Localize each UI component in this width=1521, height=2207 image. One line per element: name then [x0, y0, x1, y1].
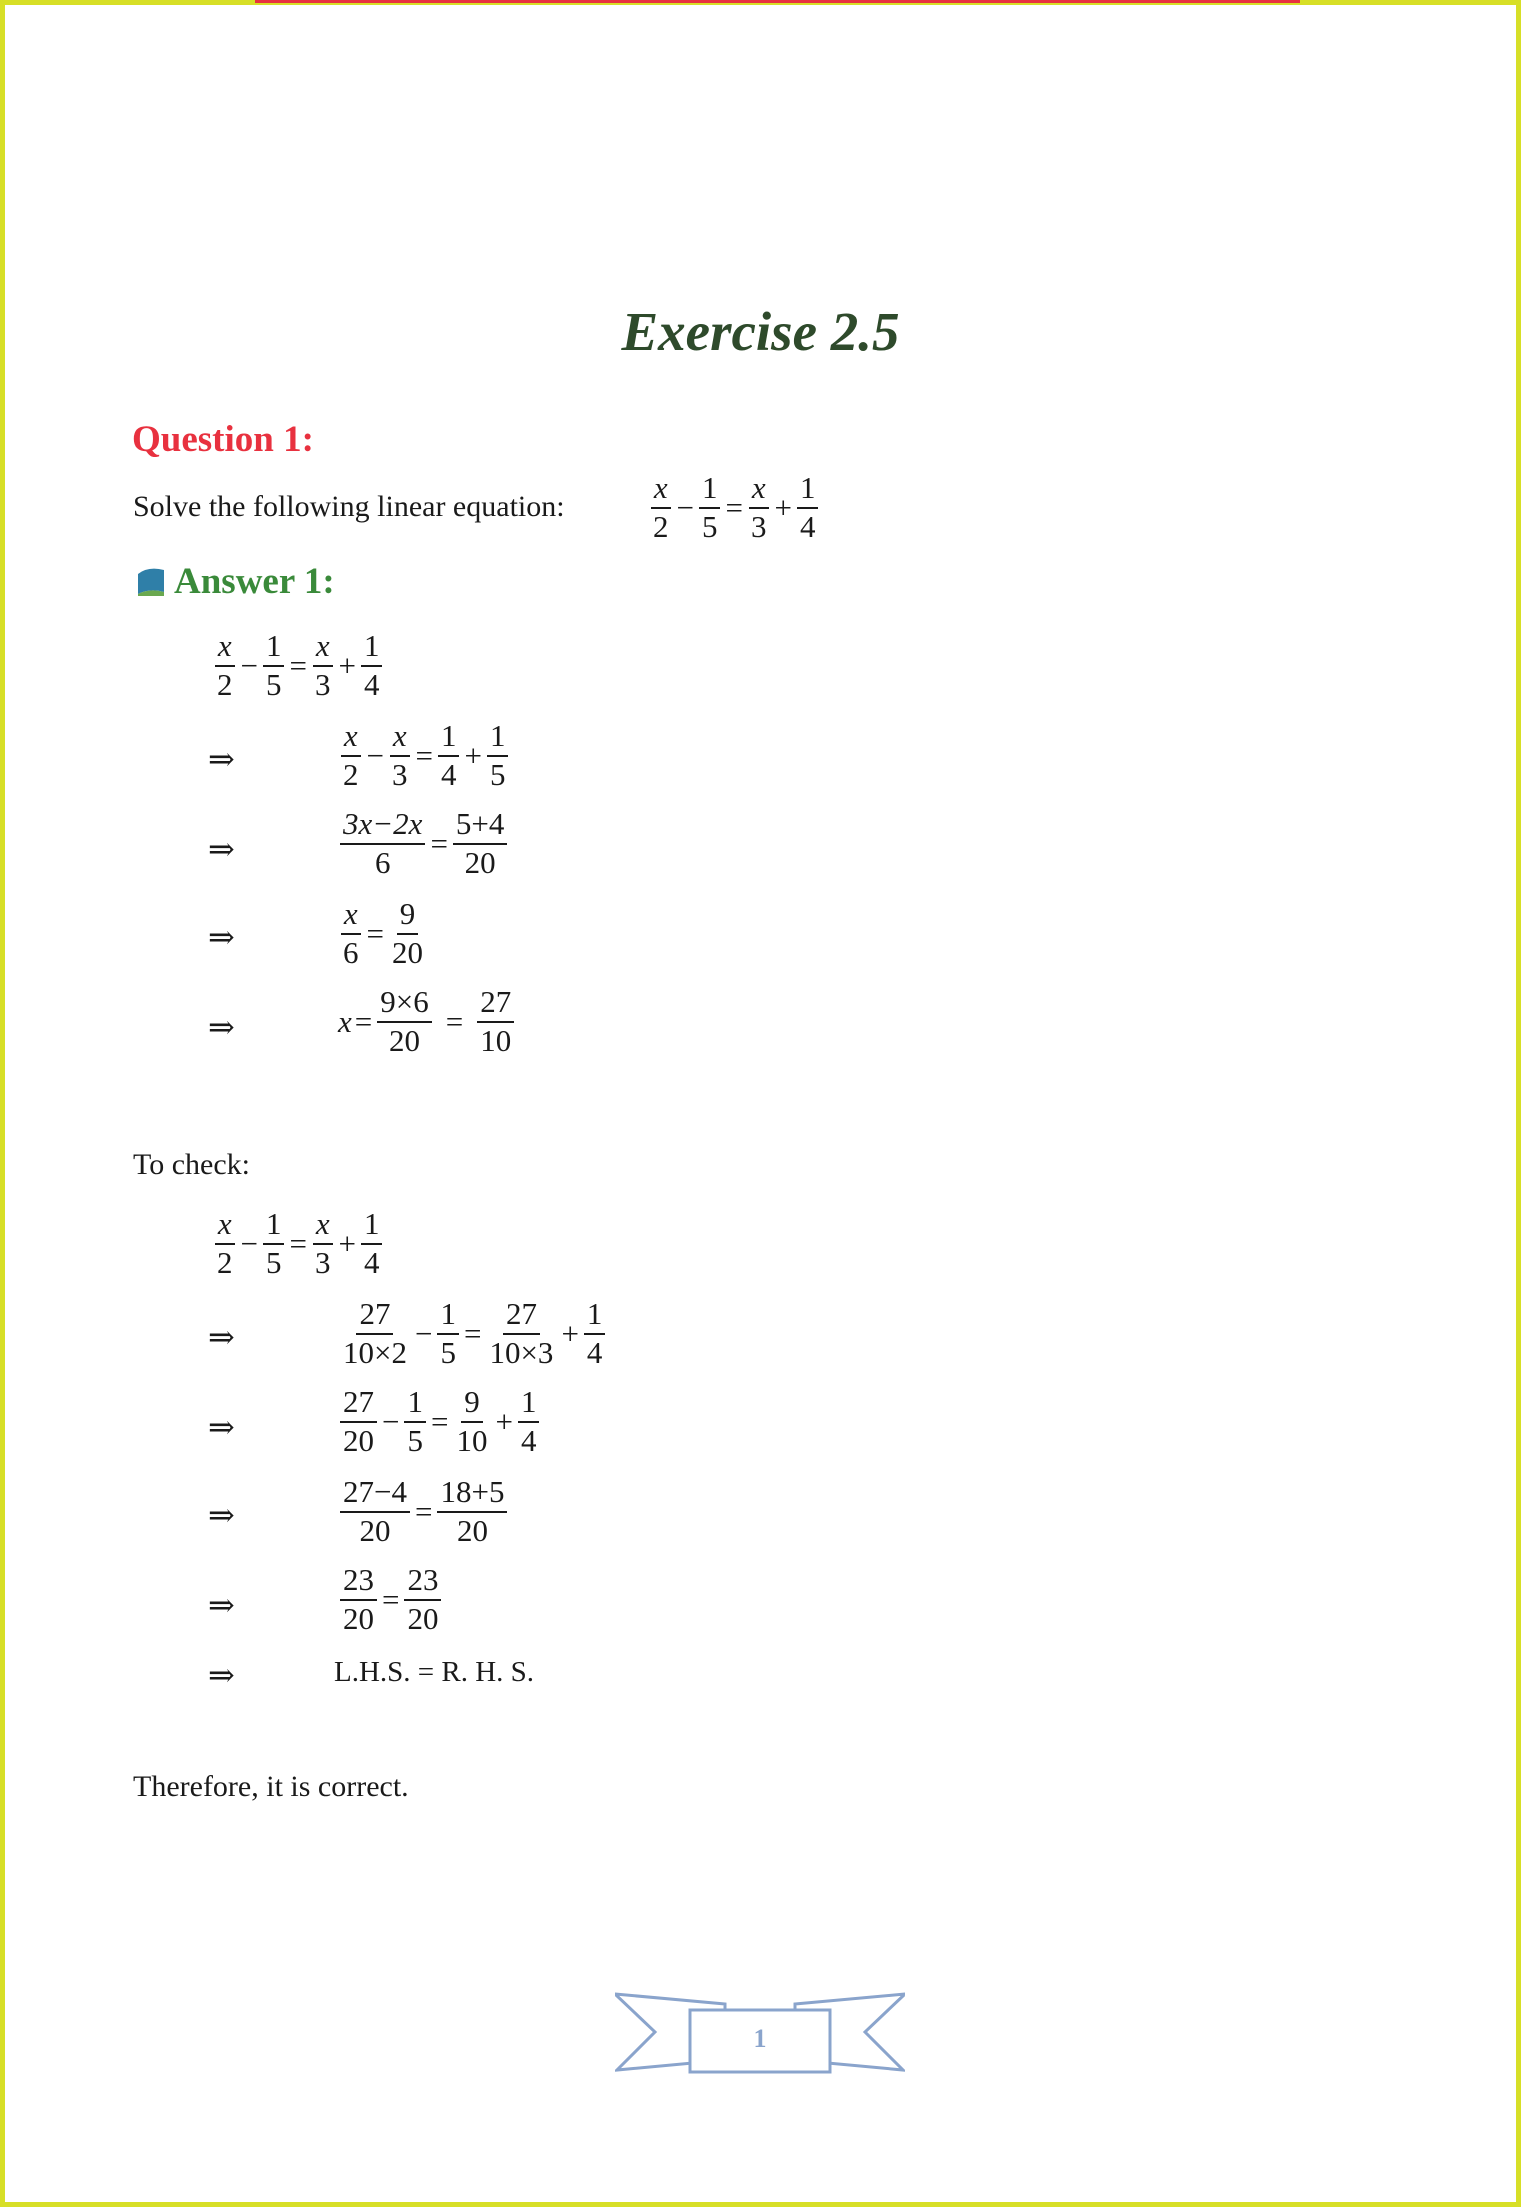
lhs-equals-rhs: L.H.S. = R. H. S. — [334, 1656, 535, 1688]
solution-step-3: $\frac{3x-2x}{6}$ = $\frac{5+4}{20}$ — [338, 808, 509, 879]
conclusion-text: Therefore, it is correct. — [133, 1770, 409, 1803]
check-step-4: $\frac{27-4}{20}$ = $\frac{18+5}{20}$ — [338, 1476, 509, 1547]
check-step-3: $\frac{27}{20}$ − $\frac{1}{5}$ = $\frac{9}{10}$ + $\frac{1}{4}$ — [338, 1386, 541, 1457]
solution-step-4: $\frac{x}{6}$ = $\frac{9}{20}$ — [338, 898, 428, 969]
implies-arrow: ⇒ — [208, 919, 235, 955]
check-label: To check: — [133, 1148, 251, 1181]
implies-arrow: ⇒ — [208, 1009, 235, 1045]
check-step-2: $\frac{27}{10\times 2}$ − $\frac{1}{5}$ = $\frac{27}{10\times 3}$ + $\frac{1}{4}$ — [338, 1298, 607, 1369]
implies-arrow: ⇒ — [208, 831, 235, 867]
question-heading: Question 1: — [132, 419, 314, 460]
solution-step-5: x = $\frac{9\times 6}{20}$ = $\frac{27}{10}$ — [338, 986, 516, 1057]
implies-arrow: ⇒ — [208, 1319, 235, 1355]
page-number: 1 — [753, 2024, 767, 2053]
page-title: Exercise 2.5 — [621, 301, 900, 362]
implies-arrow: ⇒ — [208, 1409, 235, 1445]
check-step-1: $\frac{x}{2}$ − $\frac{1}{5}$ = $\frac{x}{3}$ + $\frac{1}{4}$ — [212, 1208, 384, 1279]
question-equation: $\frac{x}{2}$ − $\frac{1}{5}$ = $\frac{x}{3}$ + $\frac{1}{4}$ — [648, 472, 820, 543]
solution-step-2: $\frac{x}{2}$ − $\frac{x}{3}$ = $\frac{1}{4}$ + $\frac{1}{5}$ — [338, 720, 510, 791]
header-rule — [255, 0, 1300, 3]
question-prompt: Solve the following linear equation: — [133, 490, 565, 523]
implies-arrow: ⇒ — [208, 1497, 235, 1533]
solution-step-1: $\frac{x}{2}$ − $\frac{1}{5}$ = $\frac{x}{3}$ + $\frac{1}{4}$ — [212, 630, 384, 701]
implies-arrow: ⇒ — [208, 1587, 235, 1623]
check-step-5: $\frac{23}{20}$ = $\frac{23}{20}$ — [338, 1564, 443, 1635]
answer-heading: Answer 1: — [174, 561, 335, 602]
implies-arrow: ⇒ — [208, 1657, 235, 1693]
answer-logo-icon — [134, 564, 168, 598]
implies-arrow: ⇒ — [208, 741, 235, 777]
